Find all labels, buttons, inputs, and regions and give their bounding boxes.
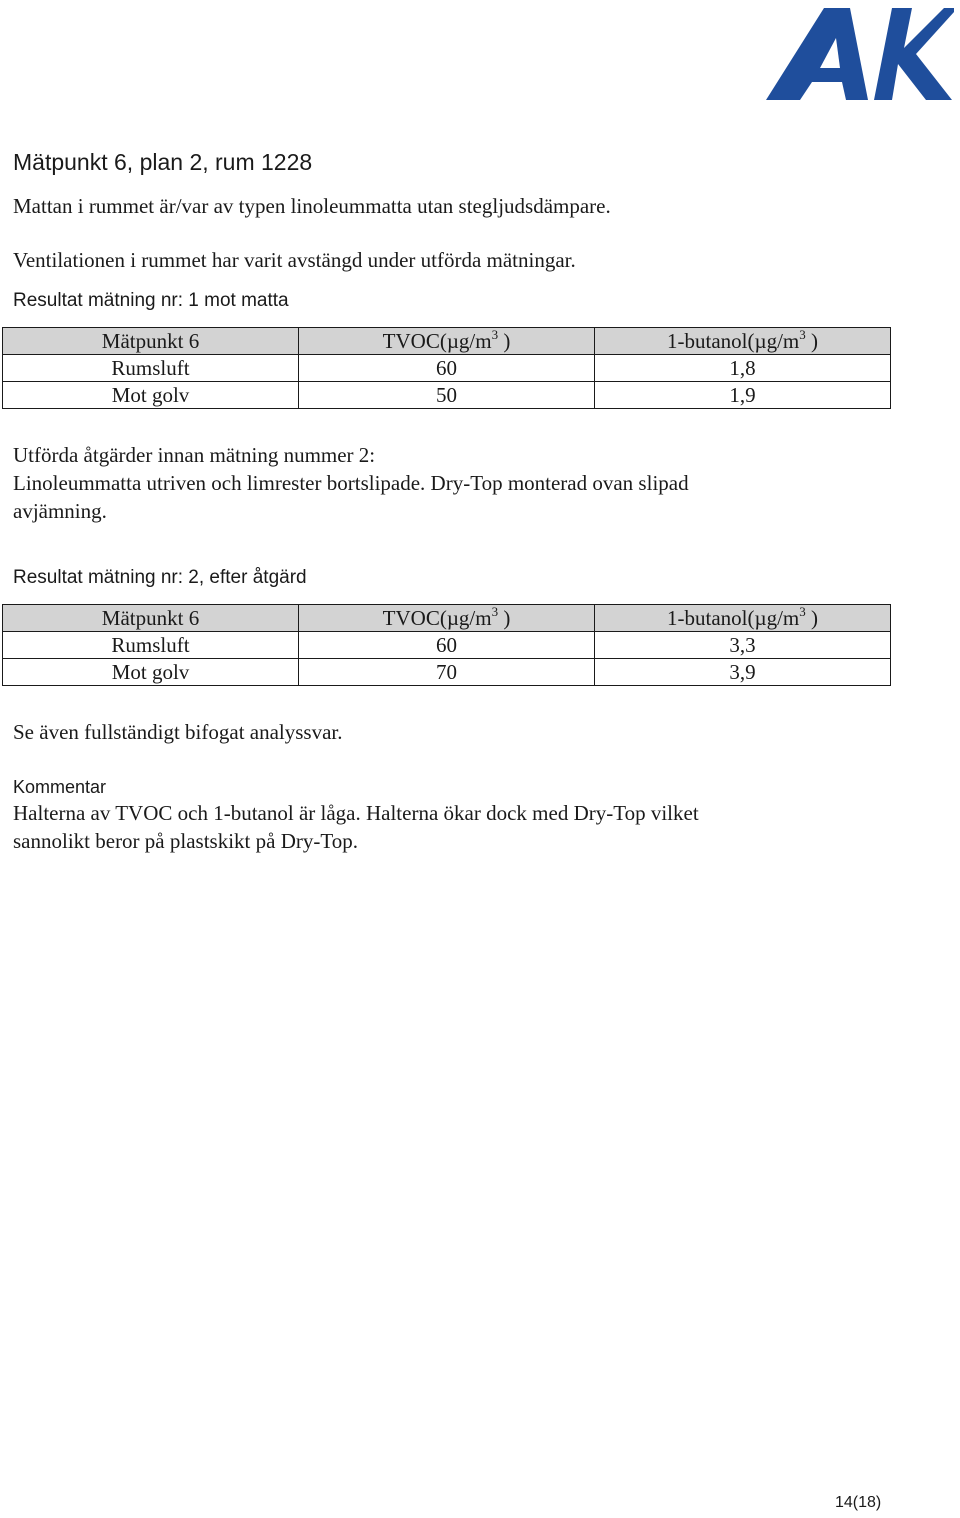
tvoc-value: 60 (299, 355, 595, 382)
row-label: Rumsluft (3, 355, 299, 382)
header-measure-point: Mätpunkt 6 (3, 328, 299, 355)
comment-text: Halterna av TVOC och 1-butanol är låga. Halterna ökar dock med Dry-Top vilket (13, 801, 699, 825)
ak-logo (766, 6, 954, 102)
intro-carpet-text: Mattan i rummet är/var av typen linoleummatta utan stegljudsdämpare. (13, 194, 611, 218)
butanol-value: 3,3 (595, 632, 891, 659)
tvoc-value: 70 (299, 659, 595, 686)
row-label: Mot golv (3, 382, 299, 409)
page-number: 14(18) (835, 1494, 882, 1511)
comment-title: Kommentar (13, 777, 107, 797)
see-also-text: Se även fullständigt bifogat analyssvar. (13, 720, 343, 744)
actions-text-cont: avjämning. (13, 499, 107, 523)
header-tvoc: $TVOC(\mu g/m^3$ ) (299, 328, 595, 355)
measurement1-table (2, 327, 891, 409)
actions-title: Utförda åtgärder innan mätning nummer 2: (13, 443, 376, 467)
header-measure-point: Mätpunkt 6 (3, 605, 299, 632)
logo-letter-k (874, 8, 954, 100)
table-row (3, 659, 891, 686)
measurement1-title: Resultat mätning nr: 1 mot matta (13, 290, 289, 311)
page-title: Mätpunkt 6, plan 2, rum 1228 (13, 149, 313, 175)
header-butanol: $1-butanol(\mu g/m^3$ ) (595, 605, 891, 632)
measurement2-table (2, 604, 891, 686)
table-row (3, 355, 891, 382)
header-butanol: $1-butanol(\mu g/m^3$ ) (595, 328, 891, 355)
intro-ventilation-text: Ventilationen i rummet har varit avstängd under utförda mätningar. (13, 248, 576, 272)
butanol-value: 3,9 (595, 659, 891, 686)
table-row (3, 632, 891, 659)
measurement2-title: Resultat mätning nr: 2, efter åtgärd (13, 567, 307, 588)
actions-text: Linoleummatta utriven och limrester bortslipade. Dry-Top monterad ovan slipad (13, 471, 689, 495)
table-header-row (3, 328, 891, 355)
table-header-row (3, 605, 891, 632)
tvoc-value: 50 (299, 382, 595, 409)
table-row (3, 382, 891, 409)
butanol-value: 1,9 (595, 382, 891, 409)
tvoc-value: 60 (299, 632, 595, 659)
row-label: Rumsluft (3, 632, 299, 659)
butanol-value: 1,8 (595, 355, 891, 382)
header-tvoc: $TVOC(\mu g/m^3$ ) (299, 605, 595, 632)
comment-text-cont: sannolikt beror på plastskikt på Dry-Top. (13, 829, 358, 853)
row-label: Mot golv (3, 659, 299, 686)
logo-letter-a (766, 8, 868, 100)
